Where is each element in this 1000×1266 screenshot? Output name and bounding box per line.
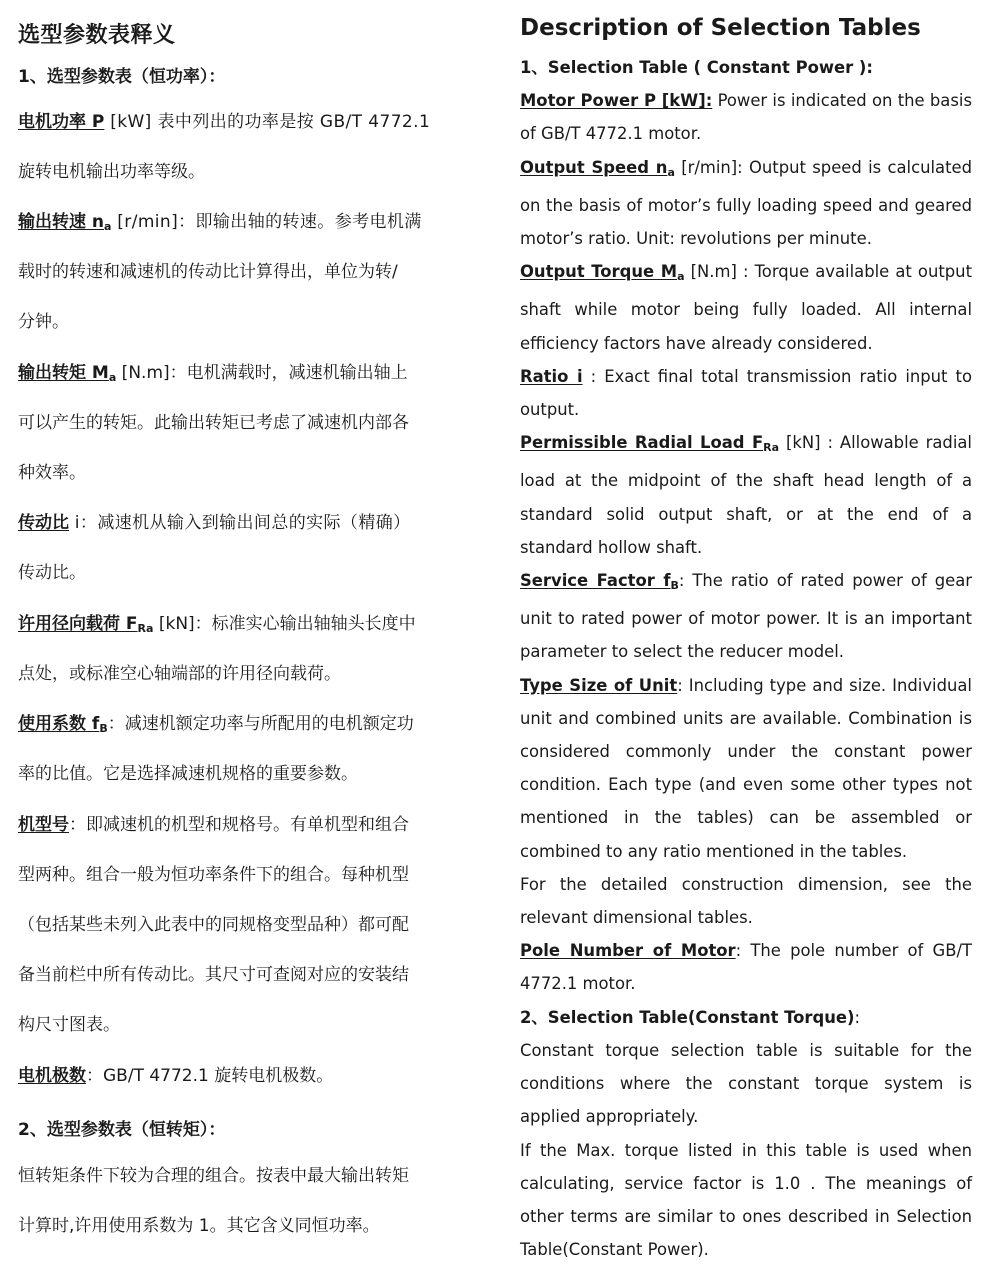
cn-title: 选型参数表释义 [18,18,176,49]
en-constant-torque-text1: Constant torque selection table is suitable for the conditions where the constant torque system is applied appropriately. [520,1034,972,1134]
en-body [520,51,972,1266]
cn-motor-power-line1 [18,111,430,133]
en-output-torque: Output Torque $M_a$ [N.m] : Torque available at output shaft while motor being fully loaded. All internal efficiency factors have already considered. [520,255,972,360]
en-pole-number: Pole Number of Motor: The pole number of GB/T 4772.1 motor. [520,934,972,1000]
cn-ratio-line1: 传动比 i：减速机从输入到输出间总的实际（精确） [18,512,411,534]
cn-type-size-line1: 机型号：即减速机的机型和规格号。有单机型和组合 [18,814,409,836]
cn-service-factor-line1: 使用系数 $f_B$：减速机额定功率与所配用的电机额定功 [18,713,414,740]
cn-output-speed-line1: 输出转速 $n_a$ [r/min]：即输出轴的转速。参考电机满 [18,211,422,238]
cn-motor-power-line2: 旋转电机输出功率等级。 [18,161,205,183]
cn-heading-constant-torque: 2、选型参数表（恒转矩）： [18,1115,225,1140]
cn-output-torque-term: 输出转矩 $M_a$ [18,363,116,383]
cn-type-size-line4: 备当前栏中所有传动比。其尺寸可查阅对应的安装结 [18,964,409,986]
cn-output-torque-line1: 输出转矩 $M_a$ [N.m]：电机满载时，减速机输出轴上 [18,362,408,389]
en-radial-load: Permissible Radial Load $F_{Ra}$ [kN] : Allowable radial load at the midpoint of the shaft head length of a standard solid output shaft, or at the end of a standard hollow shaft. [520,426,972,564]
en-pole-number-term: Pole Number of Motor [520,941,736,960]
en-motor-power-term: Motor Power P [kW]: [520,91,712,110]
en-service-factor: Service Factor $f_B$: The ratio of rated power of gear unit to rated power of motor power. It is an important parameter to select the reducer model. [520,564,972,669]
cn-output-torque-line2: 可以产生的转矩。此输出转矩已考虑了减速机内部各 [18,412,409,434]
en-ratio: Ratio i : Exact final total transmission ratio input to output. [520,360,972,426]
en-service-factor-term: Service Factor $f_B$ [520,571,679,590]
cn-pole-number-line1: 电机极数：GB/T 4772.1 旋转电机极数。 [18,1065,333,1087]
en-heading-constant-power: 1、Selection Table ( Constant Power ): [520,51,972,84]
en-constant-torque-text2: If the Max. torque listed in this table is used when calculating, service factor is 1.0 . The meanings of other terms are similar to ones described in Selection Table(Constant Power). [520,1134,972,1266]
cn-radial-load-line2: 点处，或标准空心轴端部的许用径向载荷。 [18,663,341,685]
en-radial-load-term: Permissible Radial Load $F_{Ra}$ [520,433,779,452]
en-type-size-term: Type Size of Unit [520,676,677,695]
en-title: Description of Selection Tables [520,15,921,41]
en-construction-dimension: For the detailed construction dimension, see the relevant dimensional tables. [520,868,972,934]
cn-ratio-line2: 传动比。 [18,562,86,584]
cn-service-factor-term: 使用系数 $f_B$ [18,714,108,734]
cn-type-size-line3: （包括某些未列入此表中的同规格变型品种）都可配 [18,914,409,936]
cn-output-speed-line2: 载时的转速和减速机的传动比计算得出，单位为转/ [18,261,398,283]
en-output-torque-term: Output Torque $M_a$ [520,262,685,281]
cn-output-torque-line3: 种效率。 [18,462,86,484]
cn-radial-load-term: 许用径向载荷 $F_{Ra}$ [18,614,153,634]
en-motor-power: Motor Power P [kW]: Power is indicated on the basis of GB/T 4772.1 motor. [520,84,972,150]
cn-ratio-term: 传动比 [18,513,69,533]
en-heading-constant-torque: 2、Selection Table(Constant Torque): [520,1001,972,1034]
cn-type-size-term: 机型号 [18,815,69,835]
cn-radial-load-line1: 许用径向载荷 $F_{Ra}$ [kN]：标准实心输出轴轴头长度中 [18,613,416,640]
cn-constant-torque-line2: 计算时,许用使用系数为 1。其它含义同恒功率。 [18,1215,380,1237]
en-type-size: Type Size of Unit: Including type and size. Individual unit and combined units are available. Combination is considered commonly under the constant power condition. Each type (and even some other types not mentioned in the tables) can be assembled or combined to any ratio mentioned in the tables. [520,669,972,868]
cn-motor-power-text1: [kW] 表中列出的功率是按 GB/T 4772.1 [104,112,430,132]
cn-service-factor-line2: 率的比值。它是选择减速机规格的重要参数。 [18,763,358,785]
cn-heading-constant-power: 1、选型参数表（恒功率）： [18,62,225,87]
en-ratio-term: Ratio i [520,367,583,386]
cn-type-size-line2: 型两种。组合一般为恒功率条件下的组合。每种机型 [18,864,409,886]
cn-type-size-line5: 构尺寸图表。 [18,1014,120,1036]
en-output-speed-term: Output Speed $n_a$ [520,158,675,177]
cn-output-speed-term: 输出转速 $n_a$ [18,212,111,232]
cn-motor-power-term: 电机功率 P [18,112,104,132]
en-output-speed: Output Speed $n_a$ [r/min]: Output speed is calculated on the basis of motor’s fully loading speed and geared motor’s ratio. Unit: revolutions per minute. [520,151,972,256]
cn-pole-number-term: 电机极数 [18,1066,86,1086]
cn-output-speed-line3: 分钟。 [18,311,69,333]
cn-constant-torque-line1: 恒转矩条件下较为合理的组合。按表中最大输出转矩 [18,1165,409,1187]
